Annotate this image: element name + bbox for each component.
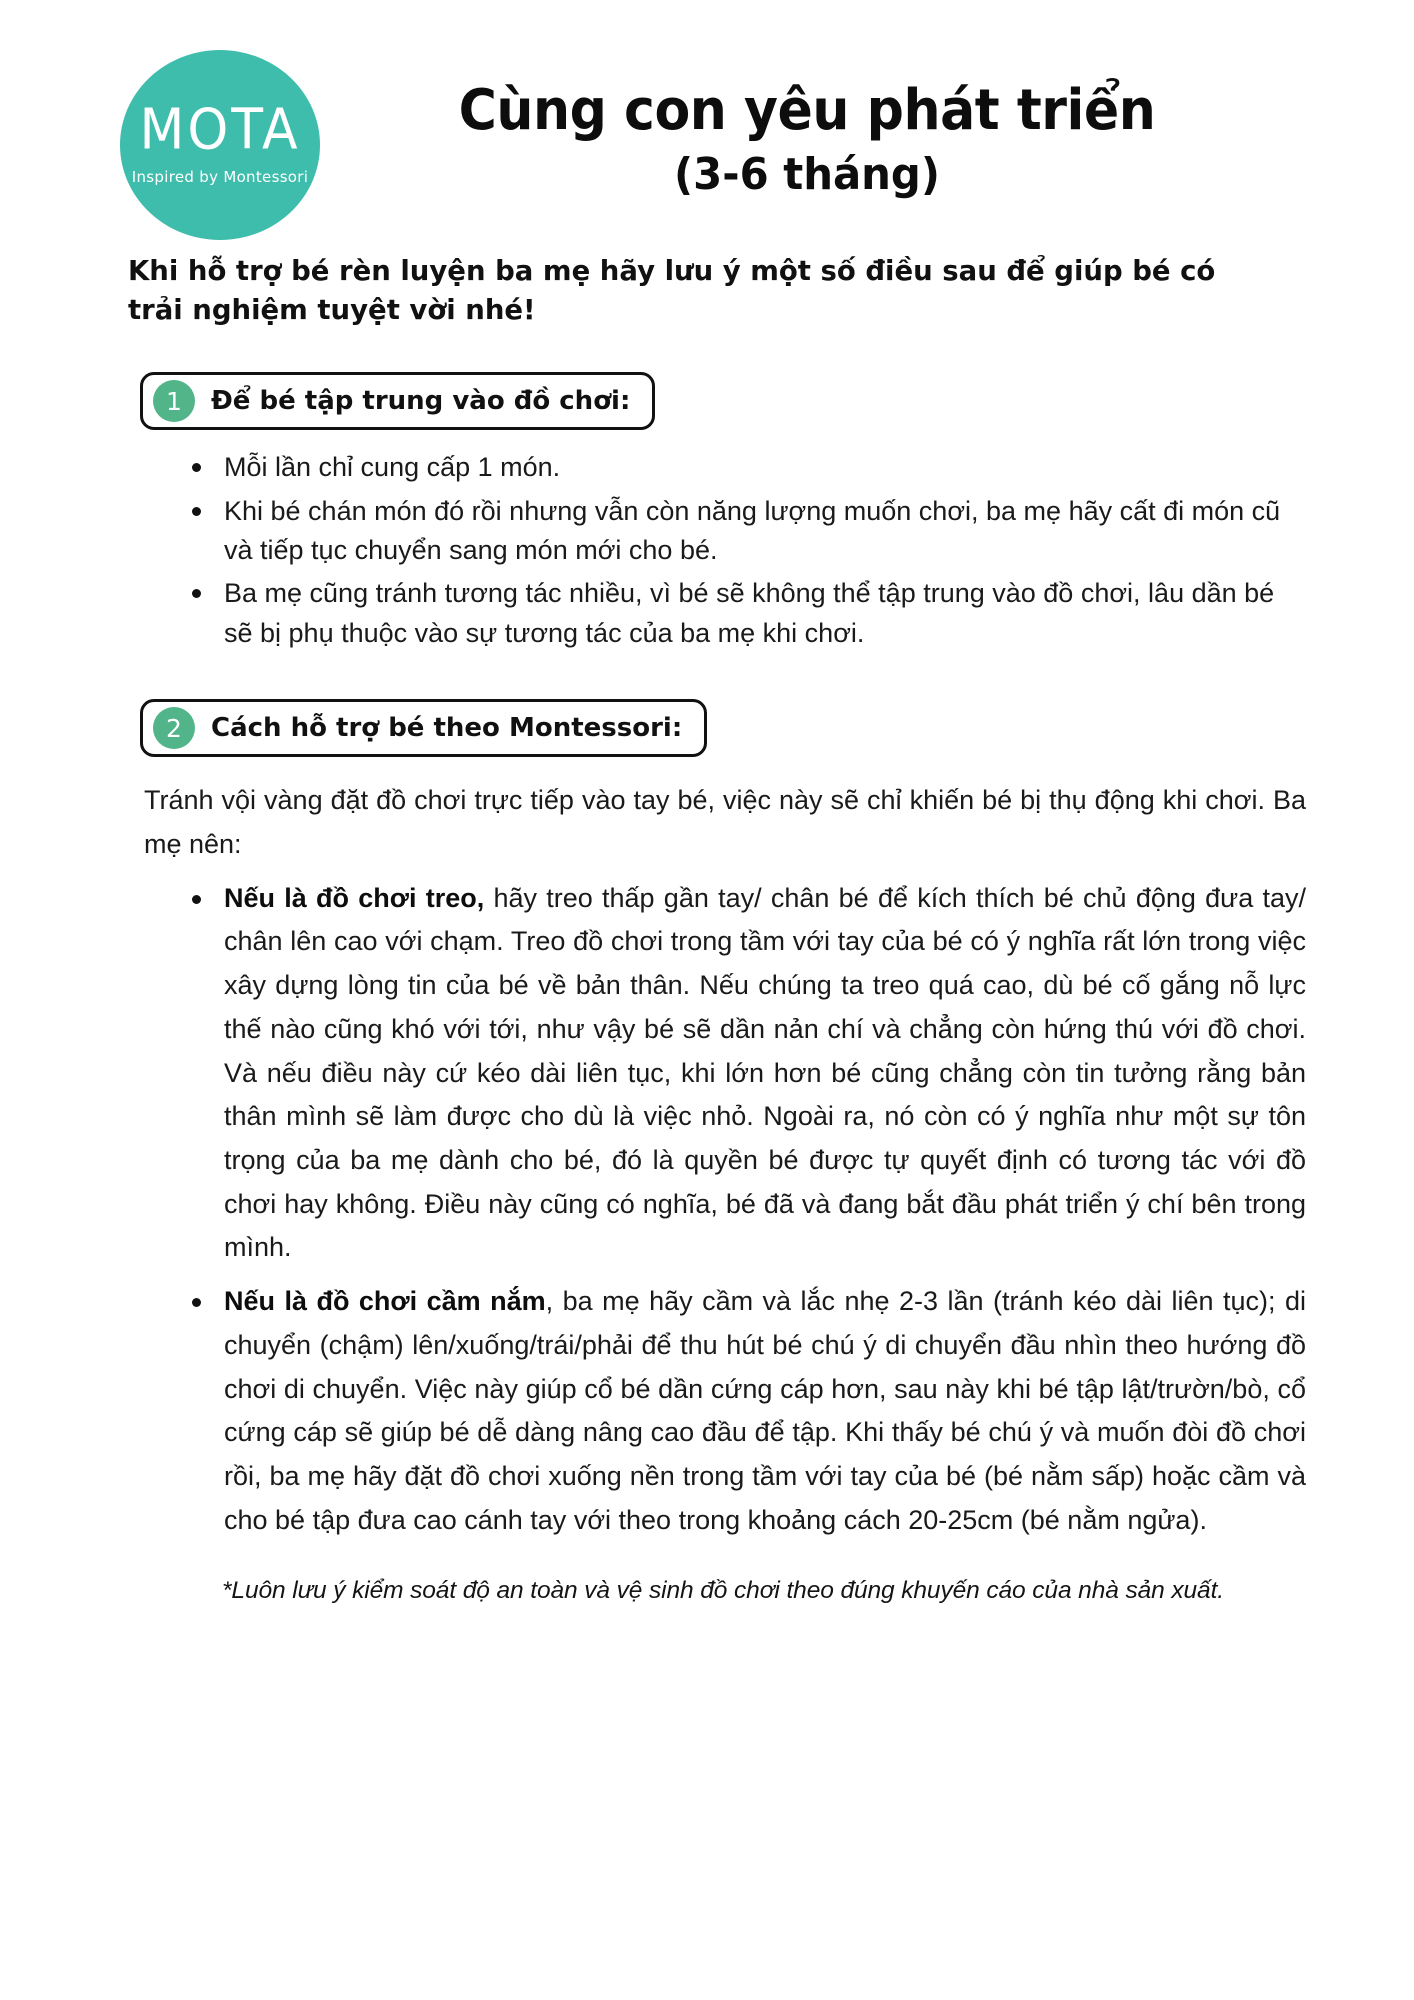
footnote: *Luôn lưu ý kiểm soát độ an toàn và vệ sinh đồ chơi theo đúng khuyến cáo của nhà sản xuất. — [221, 1576, 1224, 1604]
list-item — [180, 1280, 1306, 1542]
list-item-body: hãy treo thấp gần tay/ chân bé để kích thích bé chủ động đưa tay/ chân lên cao với chạm. Treo đồ chơi trong tầm với tay của bé có ý nghĩa rất lớn trong việc xây dựng lòng tin của bé về bản thân. Nếu chúng ta treo quá cao, dù bé cố gắng nỗ lực thế nào cũng khó với tới, như vậy bé sẽ dần nản chí và chẳng còn hứng thú với đồ chơi. Và nếu điều này cứ kéo dài liên tục, khi lớn hơn bé cũng chẳng còn tin tưởng rằng bản thân mình sẽ làm được cho dù là việc nhỏ. Ngoài ra, nó còn có ý nghĩa như một sự tôn trọng của ba mẹ dành cho bé, đó là quyền bé được tự quyết định có tương tác với đồ chơi hay không. Điều này cũng có nghĩa, bé đã và đang bắt đầu phát triển ý chí bên trong mình. — [224, 882, 1306, 1263]
intro-paragraph: Khi hỗ trợ bé rèn luyện ba mẹ hãy lưu ý một số điều sau để giúp bé có trải nghiệm tuyệt vời nhé! — [128, 255, 1216, 327]
section-badge-1: 1 — [153, 380, 195, 422]
document-header — [0, 0, 1414, 240]
list-item-body: , ba mẹ hãy cầm và lắc nhẹ 2-3 lần (tránh kéo dài liên tục); di chuyển (chậm) lên/xuống/trái/phải để thu hút bé chú ý di chuyển đầu nhìn theo hướng đồ chơi di chuyển. Việc này giúp cổ bé dần cứng cáp hơn, sau này khi bé tập lật/trườn/bò, cổ cứng cáp sẽ giúp bé dễ dàng nâng cao đầu để tập. Khi thấy bé chú ý và muốn đòi đồ chơi rồi, ba mẹ hãy đặt đồ chơi xuống nền trong tầm với tay của bé (bé nằm sấp) hoặc cầm và cho bé tập đưa cao cánh tay với theo trong khoảng cách 20-25cm (bé nằm ngửa). — [224, 1286, 1307, 1535]
section-title-2: Cách hỗ trợ bé theo Montessori: — [211, 713, 683, 744]
section-header-2 — [140, 699, 707, 757]
section-badge-2: 2 — [153, 707, 195, 749]
section-2-paragraph: Tránh vội vàng đặt đồ chơi trực tiếp vào tay bé, việc này sẽ chỉ khiến bé bị thụ động khi chơi. Ba mẹ nên: — [144, 785, 1306, 859]
list-item-lead: Nếu là đồ chơi cầm nắm — [224, 1286, 546, 1317]
list-item-lead: Nếu là đồ chơi treo, — [224, 882, 485, 913]
section-title-1: Để bé tập trung vào đồ chơi: — [211, 386, 631, 417]
list-item: Mỗi lần chỉ cung cấp 1 món. — [180, 448, 1290, 487]
list-item: Khi bé chán món đó rồi nhưng vẫn còn năng lượng muốn chơi, ba mẹ hãy cất đi món cũ và tiếp tục chuyển sang món mới cho bé. — [180, 492, 1290, 571]
page-title: Cùng con yêu phát triển — [458, 78, 1156, 143]
list-item — [180, 877, 1306, 1271]
section-1-bullet-list — [180, 448, 1306, 653]
section-header-1 — [140, 372, 655, 430]
page-subtitle: (3-6 tháng) — [674, 148, 940, 200]
section-2-bullet-list — [180, 877, 1306, 1543]
mota-logo — [120, 50, 320, 240]
logo-wordmark: MOTA — [139, 97, 301, 163]
list-item: Ba mẹ cũng tránh tương tác nhiều, vì bé sẽ không thể tập trung vào đồ chơi, lâu dần bé sẽ bị phụ thuộc vào sự tương tác của ba mẹ khi chơi. — [180, 574, 1290, 653]
title-block — [320, 48, 1314, 202]
logo-tagline: Inspired by Montessori — [131, 168, 309, 186]
document-content — [0, 252, 1414, 1605]
